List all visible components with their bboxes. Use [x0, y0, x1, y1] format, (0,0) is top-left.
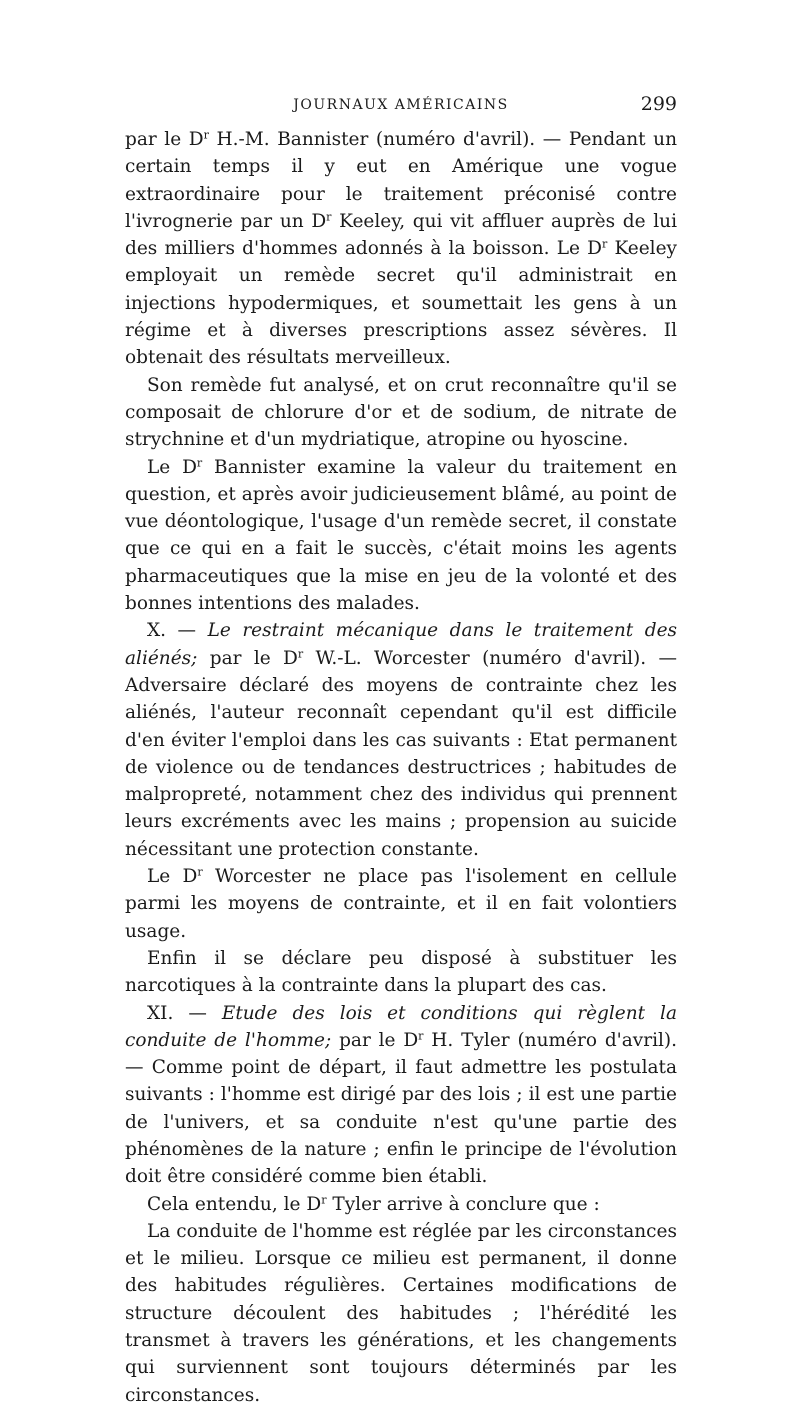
paragraph	[125, 863, 677, 945]
text-run: La conduite de l'homme est réglée par les circonstances et le milieu. Lorsque ce milieu est permanent, il donne des habitudes régulières. Certaines modifications de structure découlent des habitudes ; l'hérédité les transmet à travers les générations, et les changements qui surviennent sont toujours déterminés par les circonstances.	[125, 1220, 677, 1406]
superscript: r	[203, 128, 209, 142]
paragraph	[125, 1218, 677, 1409]
text-run: par le D	[125, 129, 204, 150]
text-run: XI. —	[147, 1002, 222, 1024]
superscript: r	[601, 237, 608, 251]
superscript: r	[197, 865, 203, 879]
superscript: r	[321, 1192, 327, 1206]
text-run: Keeley employait un remède secret qu'il administrait en injections hypodermiques, et soumettait les gens à un régime et à diverses prescriptions assez sévères. Il obtenait des résultats merveilleux.	[125, 238, 677, 369]
paragraph	[125, 1191, 677, 1218]
superscript: r	[297, 646, 304, 660]
text-run: Cela entendu, le D	[147, 1193, 322, 1215]
text-run: Son remède fut analysé, et on crut reconnaître qu'il se composait de chlorure d'or et de sodium, de nitrate de strychnine et d'un mydriatique, atropine ou hyoscine.	[125, 374, 677, 451]
paragraph	[125, 126, 677, 372]
superscript: r	[196, 455, 203, 469]
paragraph	[125, 372, 677, 454]
paragraph	[125, 454, 677, 618]
superscript: r	[418, 1029, 424, 1043]
paragraph	[125, 945, 677, 1000]
text-run: Le D	[147, 456, 197, 478]
page-header	[125, 93, 677, 119]
text-run: Bannister examine la valeur du traitement en question, et après avoir judicieusement blâmé, au point de vue déontologique, l'usage d'un remède secret, il constate que ce qui en a fait le succès, c'était moins les agents pharmaceutiques que la mise en jeu de la volonté et des bonnes intentions des malades.	[125, 456, 677, 615]
text-run: par le D	[197, 647, 298, 669]
text-run: H.-M. Bannister (numéro d'avril). — Pendant un certain temps il y eut en Amérique une vogue extraordinaire pour le traitement préconisé contre l'ivrognerie par un D	[125, 129, 677, 232]
text-run: Le D	[147, 866, 198, 888]
text-run: W.-L. Worcester (numéro d'avril). — Adversaire déclaré des moyens de contrainte chez les aliénés, l'auteur reconnaît cependant qu'il est difficile d'en éviter l'emploi dans les cas suivants : Etat permanent de violence ou de tendances destructrices ; habitudes de malpropreté, notamment chez des individus qui prennent leurs excréments avec les mains ; propension au suicide nécessitant une protection constante.	[125, 647, 677, 860]
text-run: par le D	[331, 1029, 419, 1051]
body-text	[125, 126, 677, 1409]
running-head: JOURNAUX AMÉRICAINS	[293, 97, 509, 113]
text-run: Enfin il se déclare peu disposé à substituer les narcotiques à la contrainte dans la plupart des cas.	[125, 947, 677, 997]
text-run: X. —	[147, 620, 208, 642]
paragraph	[125, 617, 677, 863]
italic-title: Le restraint mécanique dans le traitement des aliénés;	[125, 620, 678, 669]
text-run: Tyler arrive à conclure que :	[326, 1193, 600, 1215]
text-run: H. Tyler (numéro d'avril). — Comme point de départ, il faut admettre les postulata suivants : l'homme est dirigé par des lois ; il est une partie de l'univers, et sa conduite n'est qu'une partie des phénomènes de la nature ; enfin le principe de l'évolution doit être considéré comme bien établi.	[125, 1029, 677, 1188]
paragraph	[125, 1000, 677, 1191]
page-number: 299	[640, 93, 677, 115]
text-run: Keeley, qui vit affluer auprès de lui des milliers d'hommes adonnés à la boisson. Le D	[125, 210, 677, 260]
text-run: Worcester ne place pas l'isolement en cellule parmi les moyens de contrainte, et il en fait volontiers usage.	[125, 866, 677, 942]
superscript: r	[326, 210, 332, 224]
italic-title: Etude des lois et conditions qui règlent la conduite de l'homme;	[125, 1002, 678, 1051]
